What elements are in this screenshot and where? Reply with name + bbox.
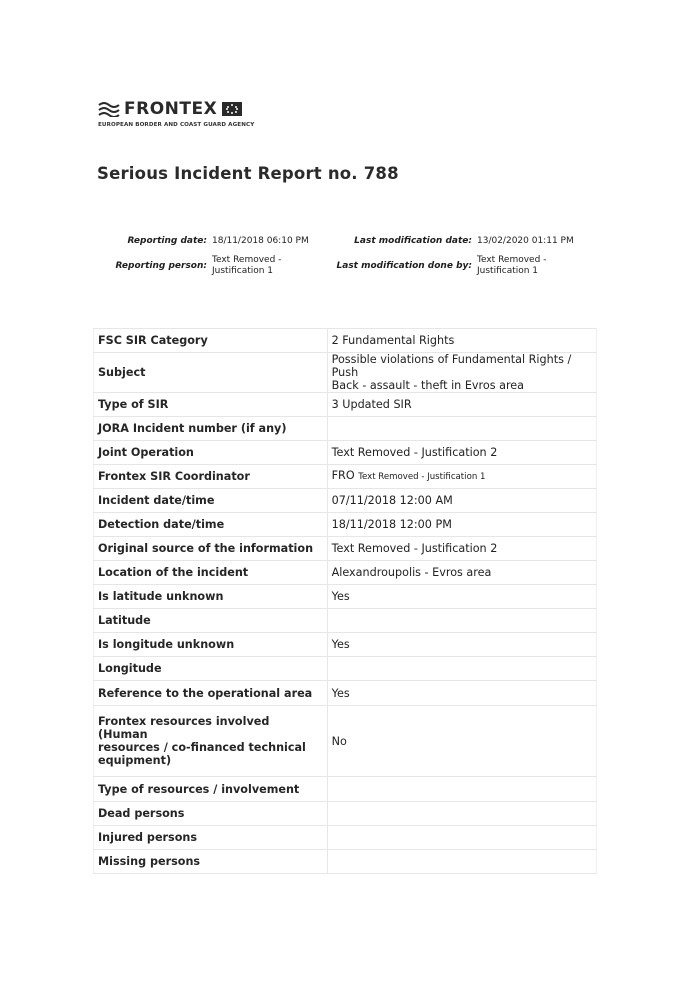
table-row: [94, 706, 597, 777]
row-key: FSC SIR Category: [94, 329, 328, 353]
last-mod-by-value-1: Text Removed -: [477, 255, 547, 265]
row-key: Type of SIR: [94, 393, 328, 417]
table-row: [94, 633, 597, 657]
last-mod-by-label: Last modification done by:: [336, 261, 472, 271]
table-row: [94, 393, 597, 417]
page-title: Serious Incident Report no. 788: [97, 164, 399, 183]
row-value: [327, 657, 596, 681]
row-value: [327, 826, 596, 850]
row-value: 07/11/2018 12:00 AM: [327, 489, 596, 513]
row-value: [327, 465, 596, 489]
row-key: Detection date/time: [94, 513, 328, 537]
row-key: Longitude: [94, 657, 328, 681]
row-value: [327, 850, 596, 874]
row-key: Type of resources / involvement: [94, 777, 328, 802]
table-row: [94, 441, 597, 465]
table-row: [94, 777, 597, 802]
table-row: [94, 585, 597, 609]
row-value: [327, 353, 596, 393]
row-value: Yes: [327, 633, 596, 657]
row-value: Text Removed - Justification 2: [327, 441, 596, 465]
row-value: [327, 802, 596, 826]
row-key: JORA Incident number (if any): [94, 417, 328, 441]
row-value: [327, 609, 596, 633]
row-key: Reference to the operational area: [94, 681, 328, 706]
row-key-line: Frontex resources involved (Human: [98, 715, 270, 741]
table-row: [94, 681, 597, 706]
table-row: [94, 657, 597, 681]
incident-table: [93, 328, 597, 874]
row-key: Latitude: [94, 609, 328, 633]
row-key: Original source of the information: [94, 537, 328, 561]
last-mod-by-value-2: Justification 1: [477, 266, 539, 276]
table-row: [94, 417, 597, 441]
row-key: Incident date/time: [94, 489, 328, 513]
row-value: Alexandroupolis - Evros area: [327, 561, 596, 585]
row-key-line: equipment): [98, 754, 172, 767]
row-value: 2 Fundamental Rights: [327, 329, 596, 353]
row-key: Dead persons: [94, 802, 328, 826]
row-value: 3 Updated SIR: [327, 393, 596, 417]
row-value-redacted: Text Removed - Justification 1: [358, 472, 486, 482]
reporting-date-label: Reporting date:: [127, 236, 207, 246]
row-key: Is latitude unknown: [94, 585, 328, 609]
row-key: Is longitude unknown: [94, 633, 328, 657]
row-value: [327, 417, 596, 441]
last-mod-date-label: Last modification date:: [354, 236, 472, 246]
table-row: [94, 353, 597, 393]
row-value-line: Back - assault - theft in Evros area: [331, 379, 525, 392]
row-key: Injured persons: [94, 826, 328, 850]
reporting-person-value-2: Justification 1: [212, 266, 274, 276]
row-value: Text Removed - Justification 2: [327, 537, 596, 561]
logo-subtitle: EUROPEAN BORDER AND COAST GUARD AGENCY: [98, 122, 255, 128]
row-value-prefix: FRO: [331, 469, 355, 482]
table-row: [94, 850, 597, 874]
row-value: No: [327, 706, 596, 777]
reporting-person-label: Reporting person:: [115, 261, 207, 271]
row-value-line: Possible violations of Fundamental Rights / Push: [331, 353, 572, 379]
reporting-date-value: 18/11/2018 06:10 PM: [212, 236, 309, 246]
row-key: Subject: [94, 353, 328, 393]
row-key-line: resources / co-financed technical: [98, 741, 306, 754]
row-value: 18/11/2018 12:00 PM: [327, 513, 596, 537]
table-row: [94, 489, 597, 513]
row-key: Joint Operation: [94, 441, 328, 465]
row-value: Yes: [327, 585, 596, 609]
last-mod-date-value: 13/02/2020 01:11 PM: [477, 236, 574, 246]
row-key: Missing persons: [94, 850, 328, 874]
table-row: [94, 329, 597, 353]
row-key: Location of the incident: [94, 561, 328, 585]
table-row: [94, 826, 597, 850]
table-row: [94, 537, 597, 561]
row-key: Frontex SIR Coordinator: [94, 465, 328, 489]
table-row: [94, 561, 597, 585]
reporting-person-value-1: Text Removed -: [212, 255, 282, 265]
row-key: [94, 706, 328, 777]
table-row: [94, 513, 597, 537]
table-row: [94, 465, 597, 489]
logo-name: FRONTEX: [124, 99, 218, 119]
report-meta: [0, 0, 700, 300]
row-value: Yes: [327, 681, 596, 706]
table-row: [94, 609, 597, 633]
table-row: [94, 802, 597, 826]
row-value: [327, 777, 596, 802]
